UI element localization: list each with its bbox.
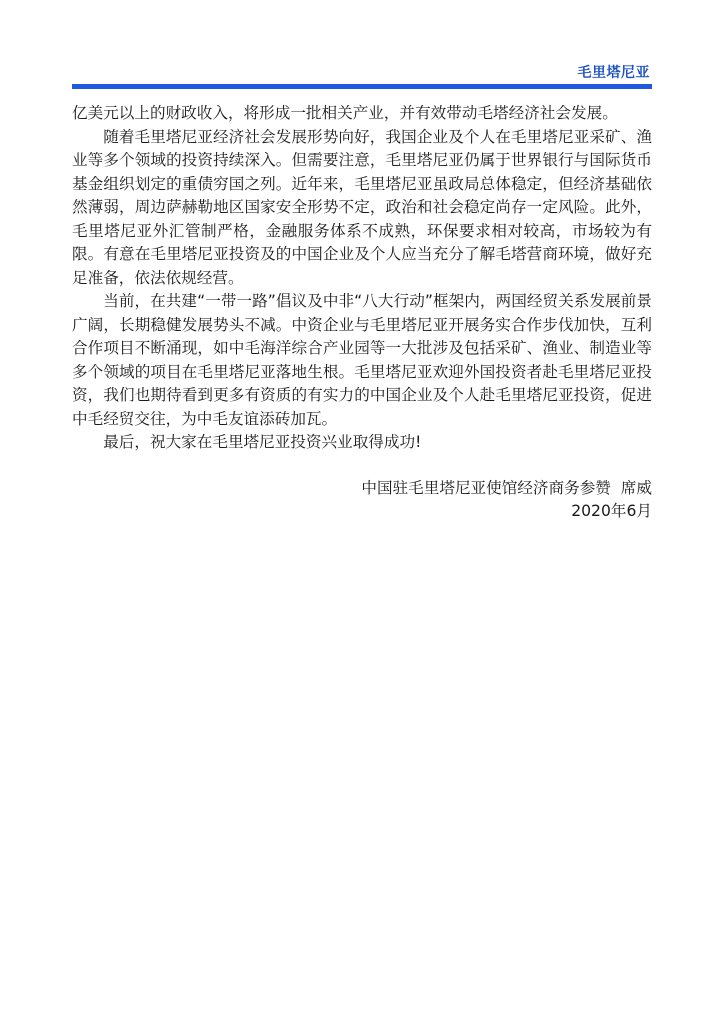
signature-block — [72, 477, 652, 524]
paragraph-investment-risks: 随着毛里塔尼亚经济社会发展形势向好，我国企业及个人在毛里塔尼亚采矿、渔业等多个领域的投资持续深入。但需要注意，毛里塔尼亚仍属于世界银行与国际货币基金组织划定的重债穷国之列。近年来，毛里塔尼亚虽政局总体稳定，但经济基础依然薄弱，周边萨赫勒地区国家安全形势不定，政治和社会稳定尚存一定风险。此外，毛里塔尼亚外汇管制严格，金融服务体系不成熟，环保要求相对较高，市场较为有限。有意在毛里塔尼亚投资及的中国企业及个人应当充分了解毛塔营商环境，做好充足准备，依法依规经营。 — [72, 127, 652, 287]
main-text — [72, 102, 652, 524]
paragraph-closing-wish: 最后，祝大家在毛里塔尼亚投资兴业取得成功! — [103, 433, 422, 451]
header-divider — [72, 84, 652, 89]
signature-date: 2020年6月 — [571, 502, 652, 520]
paragraph-cooperation-outlook: 当前，在共建“一带一路”倡议及中非“八大行动”框架内，两国经贸关系发展前景广阔，长期稳健发展势头不减。中资企业与毛里塔尼亚开展务实合作步伐加快，互利合作项目不断涌现，如中毛海洋综合产业园等一大批涉及包括采矿、渔业、制造业等多个领域的项目在毛里塔尼亚落地生根。毛里塔尼亚欢迎外国投资者赴毛里塔尼亚投资，我们也期待看到更多有资质的有实力的中国企业及个人赴毛里塔尼亚投资，促进中毛经贸交往，为中毛友谊添砖加瓦。 — [72, 292, 652, 428]
running-header-title: 毛里塔尼亚 — [577, 65, 650, 81]
paragraph-continued: 亿美元以上的财政收入，将形成一批相关产业，并有效带动毛塔经济社会发展。 — [72, 104, 618, 122]
signature-author: 中国驻毛里塔尼亚使馆经济商务参赞 席威 — [361, 478, 652, 497]
